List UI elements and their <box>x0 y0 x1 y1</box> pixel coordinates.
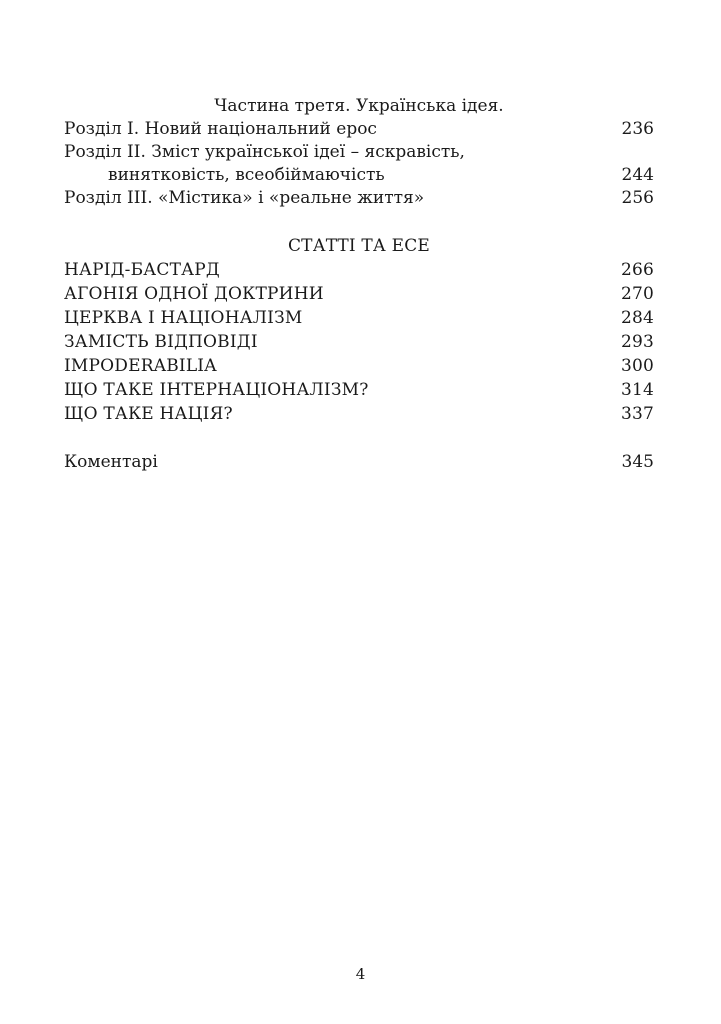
toc-entry-title: IMPODERABILIA <box>64 356 217 376</box>
toc-entry-page: 256 <box>621 188 654 208</box>
toc-entry-title: Розділ ІІ. Зміст української ідеї – яскравість, <box>64 142 465 162</box>
toc-entry <box>64 282 654 306</box>
toc-entry <box>64 354 654 378</box>
toc-entry-page: 337 <box>620 404 654 424</box>
part-three-heading: Частина третя. Українська ідея. <box>214 96 504 116</box>
toc-entry-title: ЩО ТАКЕ ІНТЕРНАЦІОНАЛІЗМ? <box>64 380 369 400</box>
toc-entry-page: 270 <box>620 284 654 304</box>
toc-entry-title: АГОНІЯ ОДНОЇ ДОКТРИНИ <box>64 284 324 304</box>
toc-entry-title: ЩО ТАКЕ НАЦІЯ? <box>64 404 233 424</box>
page-number: 4 <box>355 965 366 983</box>
toc-entry-title: ЦЕРКВА І НАЦІОНАЛІЗМ <box>64 308 303 328</box>
toc-entry-title: винятковість, всеобіймаючість <box>108 165 385 185</box>
toc-entry <box>64 402 654 426</box>
toc-entry-page: 314 <box>620 380 654 400</box>
toc-entry-comments <box>64 450 654 474</box>
toc-entry-page: 244 <box>621 165 654 185</box>
toc-entry <box>64 378 654 402</box>
toc-entry-page: 266 <box>620 260 654 280</box>
toc-entry <box>64 117 654 141</box>
toc-entry <box>64 140 654 164</box>
toc-entry-page: 345 <box>621 452 654 472</box>
toc-entry <box>64 330 654 354</box>
toc-entry-title: Коментарі <box>64 452 158 472</box>
toc-entry <box>64 186 654 210</box>
toc-entry-title: Розділ ІІІ. «Містика» і «реальне життя» <box>64 188 425 208</box>
toc-entry-page: 300 <box>620 356 654 376</box>
toc-entry-page: 293 <box>620 332 654 352</box>
toc-entry-page: 236 <box>621 119 654 139</box>
toc-entry-continuation <box>108 163 654 187</box>
articles-heading: СТАТТІ ТА ЕСЕ <box>287 236 431 256</box>
toc-entry-title: ЗАМІСТЬ ВІДПОВІДІ <box>64 332 258 352</box>
toc-entry-title: Розділ І. Новий національний ерос <box>64 119 377 139</box>
toc-entry-title: НАРІД-БАСТАРД <box>64 260 220 280</box>
toc-entry <box>64 258 654 282</box>
toc-entry-page: 284 <box>620 308 654 328</box>
toc-entry <box>64 306 654 330</box>
